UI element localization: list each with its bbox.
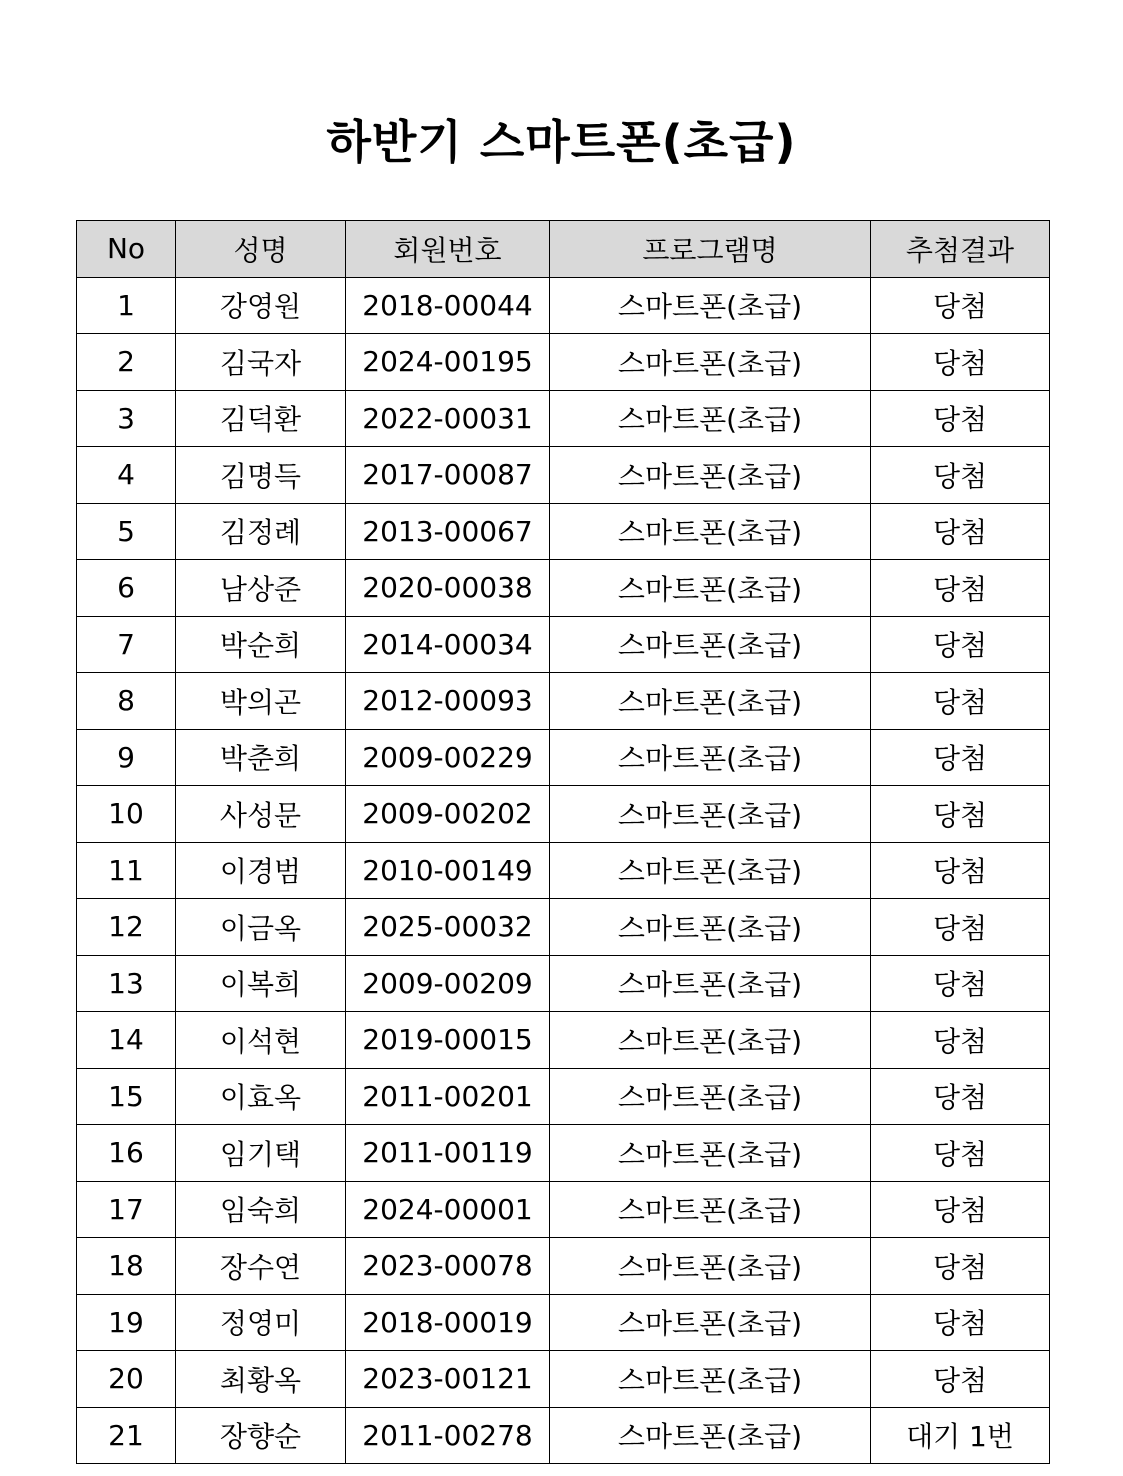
cell-result: 당첨: [871, 899, 1050, 956]
cell-result: 대기 1번: [871, 1407, 1050, 1464]
cell-result: 당첨: [871, 1351, 1050, 1408]
cell-result: 당첨: [871, 503, 1050, 560]
cell-program: 스마트폰(초급): [550, 1068, 871, 1125]
table-row: [77, 390, 1050, 447]
cell-program: 스마트폰(초급): [550, 560, 871, 617]
cell-name: 이효옥: [176, 1068, 346, 1125]
cell-result: 당첨: [871, 1012, 1050, 1069]
table-header: [77, 221, 1050, 278]
cell-member-id: 2009-00229: [346, 729, 550, 786]
cell-no: 11: [77, 842, 176, 899]
cell-member-id: 2014-00034: [346, 616, 550, 673]
cell-no: 3: [77, 390, 176, 447]
header-result: 추첨결과: [871, 221, 1050, 278]
cell-name: 임기택: [176, 1125, 346, 1182]
cell-program: 스마트폰(초급): [550, 729, 871, 786]
table-row: [77, 1012, 1050, 1069]
cell-name: 이금옥: [176, 899, 346, 956]
cell-member-id: 2023-00078: [346, 1238, 550, 1295]
cell-member-id: 2009-00202: [346, 786, 550, 843]
cell-no: 14: [77, 1012, 176, 1069]
cell-program: 스마트폰(초급): [550, 390, 871, 447]
cell-no: 13: [77, 955, 176, 1012]
table-row: [77, 899, 1050, 956]
cell-program: 스마트폰(초급): [550, 1125, 871, 1182]
cell-member-id: 2024-00001: [346, 1181, 550, 1238]
cell-member-id: 2011-00278: [346, 1407, 550, 1464]
cell-member-id: 2018-00044: [346, 277, 550, 334]
cell-member-id: 2022-00031: [346, 390, 550, 447]
table-row: [77, 277, 1050, 334]
cell-no: 10: [77, 786, 176, 843]
cell-result: 당첨: [871, 673, 1050, 730]
table-row: [77, 334, 1050, 391]
cell-program: 스마트폰(초급): [550, 1181, 871, 1238]
cell-member-id: 2020-00038: [346, 560, 550, 617]
cell-name: 이석현: [176, 1012, 346, 1069]
table-row: [77, 1068, 1050, 1125]
cell-result: 당첨: [871, 616, 1050, 673]
cell-result: 당첨: [871, 560, 1050, 617]
cell-program: 스마트폰(초급): [550, 447, 871, 504]
table-row: [77, 786, 1050, 843]
cell-no: 21: [77, 1407, 176, 1464]
cell-program: 스마트폰(초급): [550, 1238, 871, 1295]
cell-program: 스마트폰(초급): [550, 1351, 871, 1408]
cell-name: 김정례: [176, 503, 346, 560]
cell-name: 남상준: [176, 560, 346, 617]
cell-name: 정영미: [176, 1294, 346, 1351]
table-row: [77, 1238, 1050, 1295]
cell-result: 당첨: [871, 277, 1050, 334]
cell-program: 스마트폰(초급): [550, 334, 871, 391]
cell-result: 당첨: [871, 842, 1050, 899]
cell-program: 스마트폰(초급): [550, 1012, 871, 1069]
cell-name: 임숙희: [176, 1181, 346, 1238]
cell-name: 최황옥: [176, 1351, 346, 1408]
cell-name: 김국자: [176, 334, 346, 391]
cell-member-id: 2010-00149: [346, 842, 550, 899]
cell-result: 당첨: [871, 1181, 1050, 1238]
cell-member-id: 2025-00032: [346, 899, 550, 956]
cell-program: 스마트폰(초급): [550, 899, 871, 956]
cell-result: 당첨: [871, 729, 1050, 786]
cell-no: 17: [77, 1181, 176, 1238]
table-row: [77, 1294, 1050, 1351]
cell-no: 19: [77, 1294, 176, 1351]
cell-result: 당첨: [871, 1125, 1050, 1182]
cell-program: 스마트폰(초급): [550, 616, 871, 673]
cell-no: 18: [77, 1238, 176, 1295]
cell-result: 당첨: [871, 786, 1050, 843]
cell-no: 15: [77, 1068, 176, 1125]
header-name: 성명: [176, 221, 346, 278]
table-row: [77, 503, 1050, 560]
cell-member-id: 2024-00195: [346, 334, 550, 391]
page-title: 하반기 스마트폰(초급): [326, 114, 797, 169]
cell-member-id: 2013-00067: [346, 503, 550, 560]
cell-no: 9: [77, 729, 176, 786]
cell-name: 이경범: [176, 842, 346, 899]
cell-no: 16: [77, 1125, 176, 1182]
table-row: [77, 729, 1050, 786]
cell-no: 12: [77, 899, 176, 956]
cell-result: 당첨: [871, 1068, 1050, 1125]
table-row: [77, 1351, 1050, 1408]
cell-name: 장향순: [176, 1407, 346, 1464]
cell-program: 스마트폰(초급): [550, 842, 871, 899]
cell-result: 당첨: [871, 334, 1050, 391]
cell-name: 박순희: [176, 616, 346, 673]
table-row: [77, 842, 1050, 899]
cell-name: 이복희: [176, 955, 346, 1012]
cell-result: 당첨: [871, 447, 1050, 504]
cell-program: 스마트폰(초급): [550, 786, 871, 843]
cell-member-id: 2023-00121: [346, 1351, 550, 1408]
cell-name: 박의곤: [176, 673, 346, 730]
table-header-row: [77, 221, 1050, 278]
table-row: [77, 447, 1050, 504]
cell-program: 스마트폰(초급): [550, 1294, 871, 1351]
cell-result: 당첨: [871, 1294, 1050, 1351]
cell-member-id: 2018-00019: [346, 1294, 550, 1351]
cell-no: 7: [77, 616, 176, 673]
cell-program: 스마트폰(초급): [550, 503, 871, 560]
cell-name: 김덕환: [176, 390, 346, 447]
table-row: [77, 560, 1050, 617]
cell-program: 스마트폰(초급): [550, 955, 871, 1012]
cell-result: 당첨: [871, 955, 1050, 1012]
cell-no: 8: [77, 673, 176, 730]
cell-member-id: 2019-00015: [346, 1012, 550, 1069]
table-body: [77, 277, 1050, 1464]
cell-name: 강영원: [176, 277, 346, 334]
header-member-id: 회원번호: [346, 221, 550, 278]
header-no: No: [77, 221, 176, 278]
cell-program: 스마트폰(초급): [550, 673, 871, 730]
cell-program: 스마트폰(초급): [550, 277, 871, 334]
table-row: [77, 1407, 1050, 1464]
cell-no: 2: [77, 334, 176, 391]
cell-member-id: 2009-00209: [346, 955, 550, 1012]
cell-member-id: 2012-00093: [346, 673, 550, 730]
cell-result: 당첨: [871, 390, 1050, 447]
cell-member-id: 2011-00201: [346, 1068, 550, 1125]
table-row: [77, 1125, 1050, 1182]
cell-result: 당첨: [871, 1238, 1050, 1295]
cell-member-id: 2017-00087: [346, 447, 550, 504]
cell-name: 장수연: [176, 1238, 346, 1295]
cell-no: 4: [77, 447, 176, 504]
cell-member-id: 2011-00119: [346, 1125, 550, 1182]
cell-name: 김명득: [176, 447, 346, 504]
table-row: [77, 1181, 1050, 1238]
cell-no: 6: [77, 560, 176, 617]
cell-no: 5: [77, 503, 176, 560]
cell-no: 20: [77, 1351, 176, 1408]
cell-name: 사성문: [176, 786, 346, 843]
cell-name: 박춘희: [176, 729, 346, 786]
lottery-result-table: [76, 220, 1050, 1464]
table-row: [77, 955, 1050, 1012]
header-program: 프로그램명: [550, 221, 871, 278]
cell-no: 1: [77, 277, 176, 334]
table-row: [77, 616, 1050, 673]
cell-program: 스마트폰(초급): [550, 1407, 871, 1464]
table-row: [77, 673, 1050, 730]
